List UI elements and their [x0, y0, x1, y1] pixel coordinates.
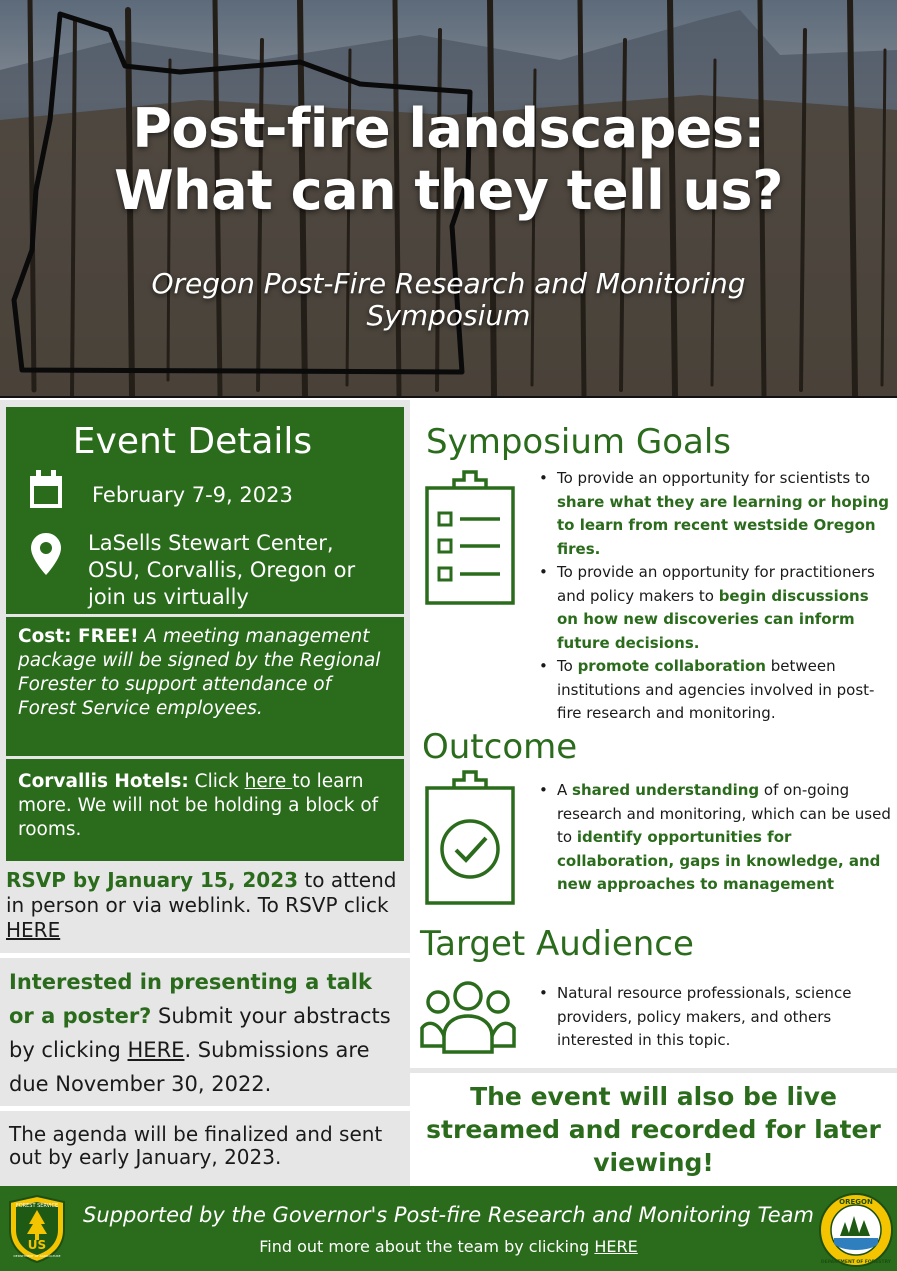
- list-item: • To provide an opportunity for scientists to share what they are learning or hoping to learn from recent westside Oregon fires.: [537, 467, 893, 561]
- rsvp-deadline: RSVP by January 15, 2023: [6, 868, 299, 892]
- hero-banner: [0, 0, 897, 398]
- section-divider: [0, 1106, 410, 1111]
- cost-panel: [6, 617, 404, 756]
- group-people-icon: [418, 980, 518, 1056]
- list-item: • Natural resource professionals, science providers, policy makers, and others interested in this topic.: [537, 982, 893, 1053]
- list-item: • To promote collaboration between institutions and agencies involved in post-fire research and monitoring.: [537, 655, 893, 726]
- outcome-list: [537, 779, 893, 897]
- usfs-shield-logo: [6, 1194, 68, 1264]
- section-divider: [410, 1068, 897, 1073]
- hotels-panel: Corvallis Hotels: Click here to learn more. We will not be holding a block of rooms.: [6, 759, 404, 861]
- present-highlight: Interested in presenting a talk or a poster?: [9, 970, 372, 1028]
- abstract-submit-link[interactable]: HERE: [127, 1038, 185, 1062]
- event-date: February 7-9, 2023: [92, 483, 293, 507]
- footer-team-note: Find out more about the team by clicking HERE: [259, 1237, 638, 1256]
- event-details-heading: Event Details: [72, 421, 313, 462]
- calendar-icon: [28, 470, 64, 510]
- rsvp-section: RSVP by January 15, 2023 to attend in person or via weblink. To RSVP click HERE: [6, 868, 397, 942]
- left-column: [0, 400, 410, 1186]
- rsvp-link[interactable]: HERE: [6, 918, 61, 942]
- location-pin-icon: [31, 533, 61, 575]
- goals-list: [537, 467, 893, 726]
- footer: [0, 1186, 897, 1271]
- livestream-notice: The event will also be live streamed and recorded for later viewing!: [426, 1082, 881, 1177]
- cost-label: Cost: FREE!: [18, 626, 139, 647]
- hotels-label: Corvallis Hotels:: [18, 771, 189, 792]
- list-item: • A shared understanding of on-going research and monitoring, which can be used to identify opportunities for collaboration, gaps in knowledge, and new approaches to management: [537, 779, 893, 897]
- event-location: LaSells Stewart Center, OSU, Corvallis, Oregon or join us virtually: [88, 531, 356, 609]
- outcome-heading: Outcome: [422, 727, 578, 767]
- usfs-mid-text: US: [27, 1238, 47, 1252]
- hero-divider: [0, 396, 897, 398]
- footer-credit: Supported by the Governor's Post-fire Research and Monitoring Team: [83, 1203, 814, 1227]
- odf-top-text: OREGON: [839, 1198, 873, 1206]
- call-for-abstracts: Interested in presenting a talk or a poster? Submit your abstracts by clicking HERE. Submissions are due November 30, 2022.: [9, 970, 391, 1096]
- checklist-clipboard-icon: [424, 470, 516, 606]
- page-subtitle: Oregon Post-Fire Research and Monitoring Symposium: [151, 267, 746, 332]
- cost-text: A meeting management package will be signed by the Regional Forester to support attendance of Forest Service employees.: [18, 626, 381, 719]
- right-column: [410, 400, 897, 1186]
- audience-heading: Target Audience: [420, 924, 694, 964]
- event-details-panel: [6, 407, 404, 614]
- team-link[interactable]: HERE: [594, 1237, 638, 1256]
- audience-list: [537, 982, 893, 1053]
- check-clipboard-icon: [424, 770, 516, 906]
- odf-bottom-text: DEPARTMENT OF FORESTRY: [820, 1260, 892, 1265]
- page-title: Post-fire landscapes: What can they tell us?: [114, 97, 783, 222]
- goals-heading: Symposium Goals: [426, 422, 731, 462]
- odf-seal-logo: [818, 1192, 894, 1268]
- section-divider: [0, 953, 410, 958]
- usfs-bottom-text: DEPARTMENT OF AGRICULTURE: [13, 1254, 61, 1258]
- list-item: • To provide an opportunity for practitioners and policy makers to begin discussions on how new discoveries can inform future decisions.: [537, 561, 893, 655]
- usfs-top-text: FOREST SERVICE: [15, 1203, 59, 1209]
- hotels-link[interactable]: here: [244, 771, 293, 792]
- agenda-note: The agenda will be finalized and sent out by early January, 2023.: [9, 1122, 383, 1169]
